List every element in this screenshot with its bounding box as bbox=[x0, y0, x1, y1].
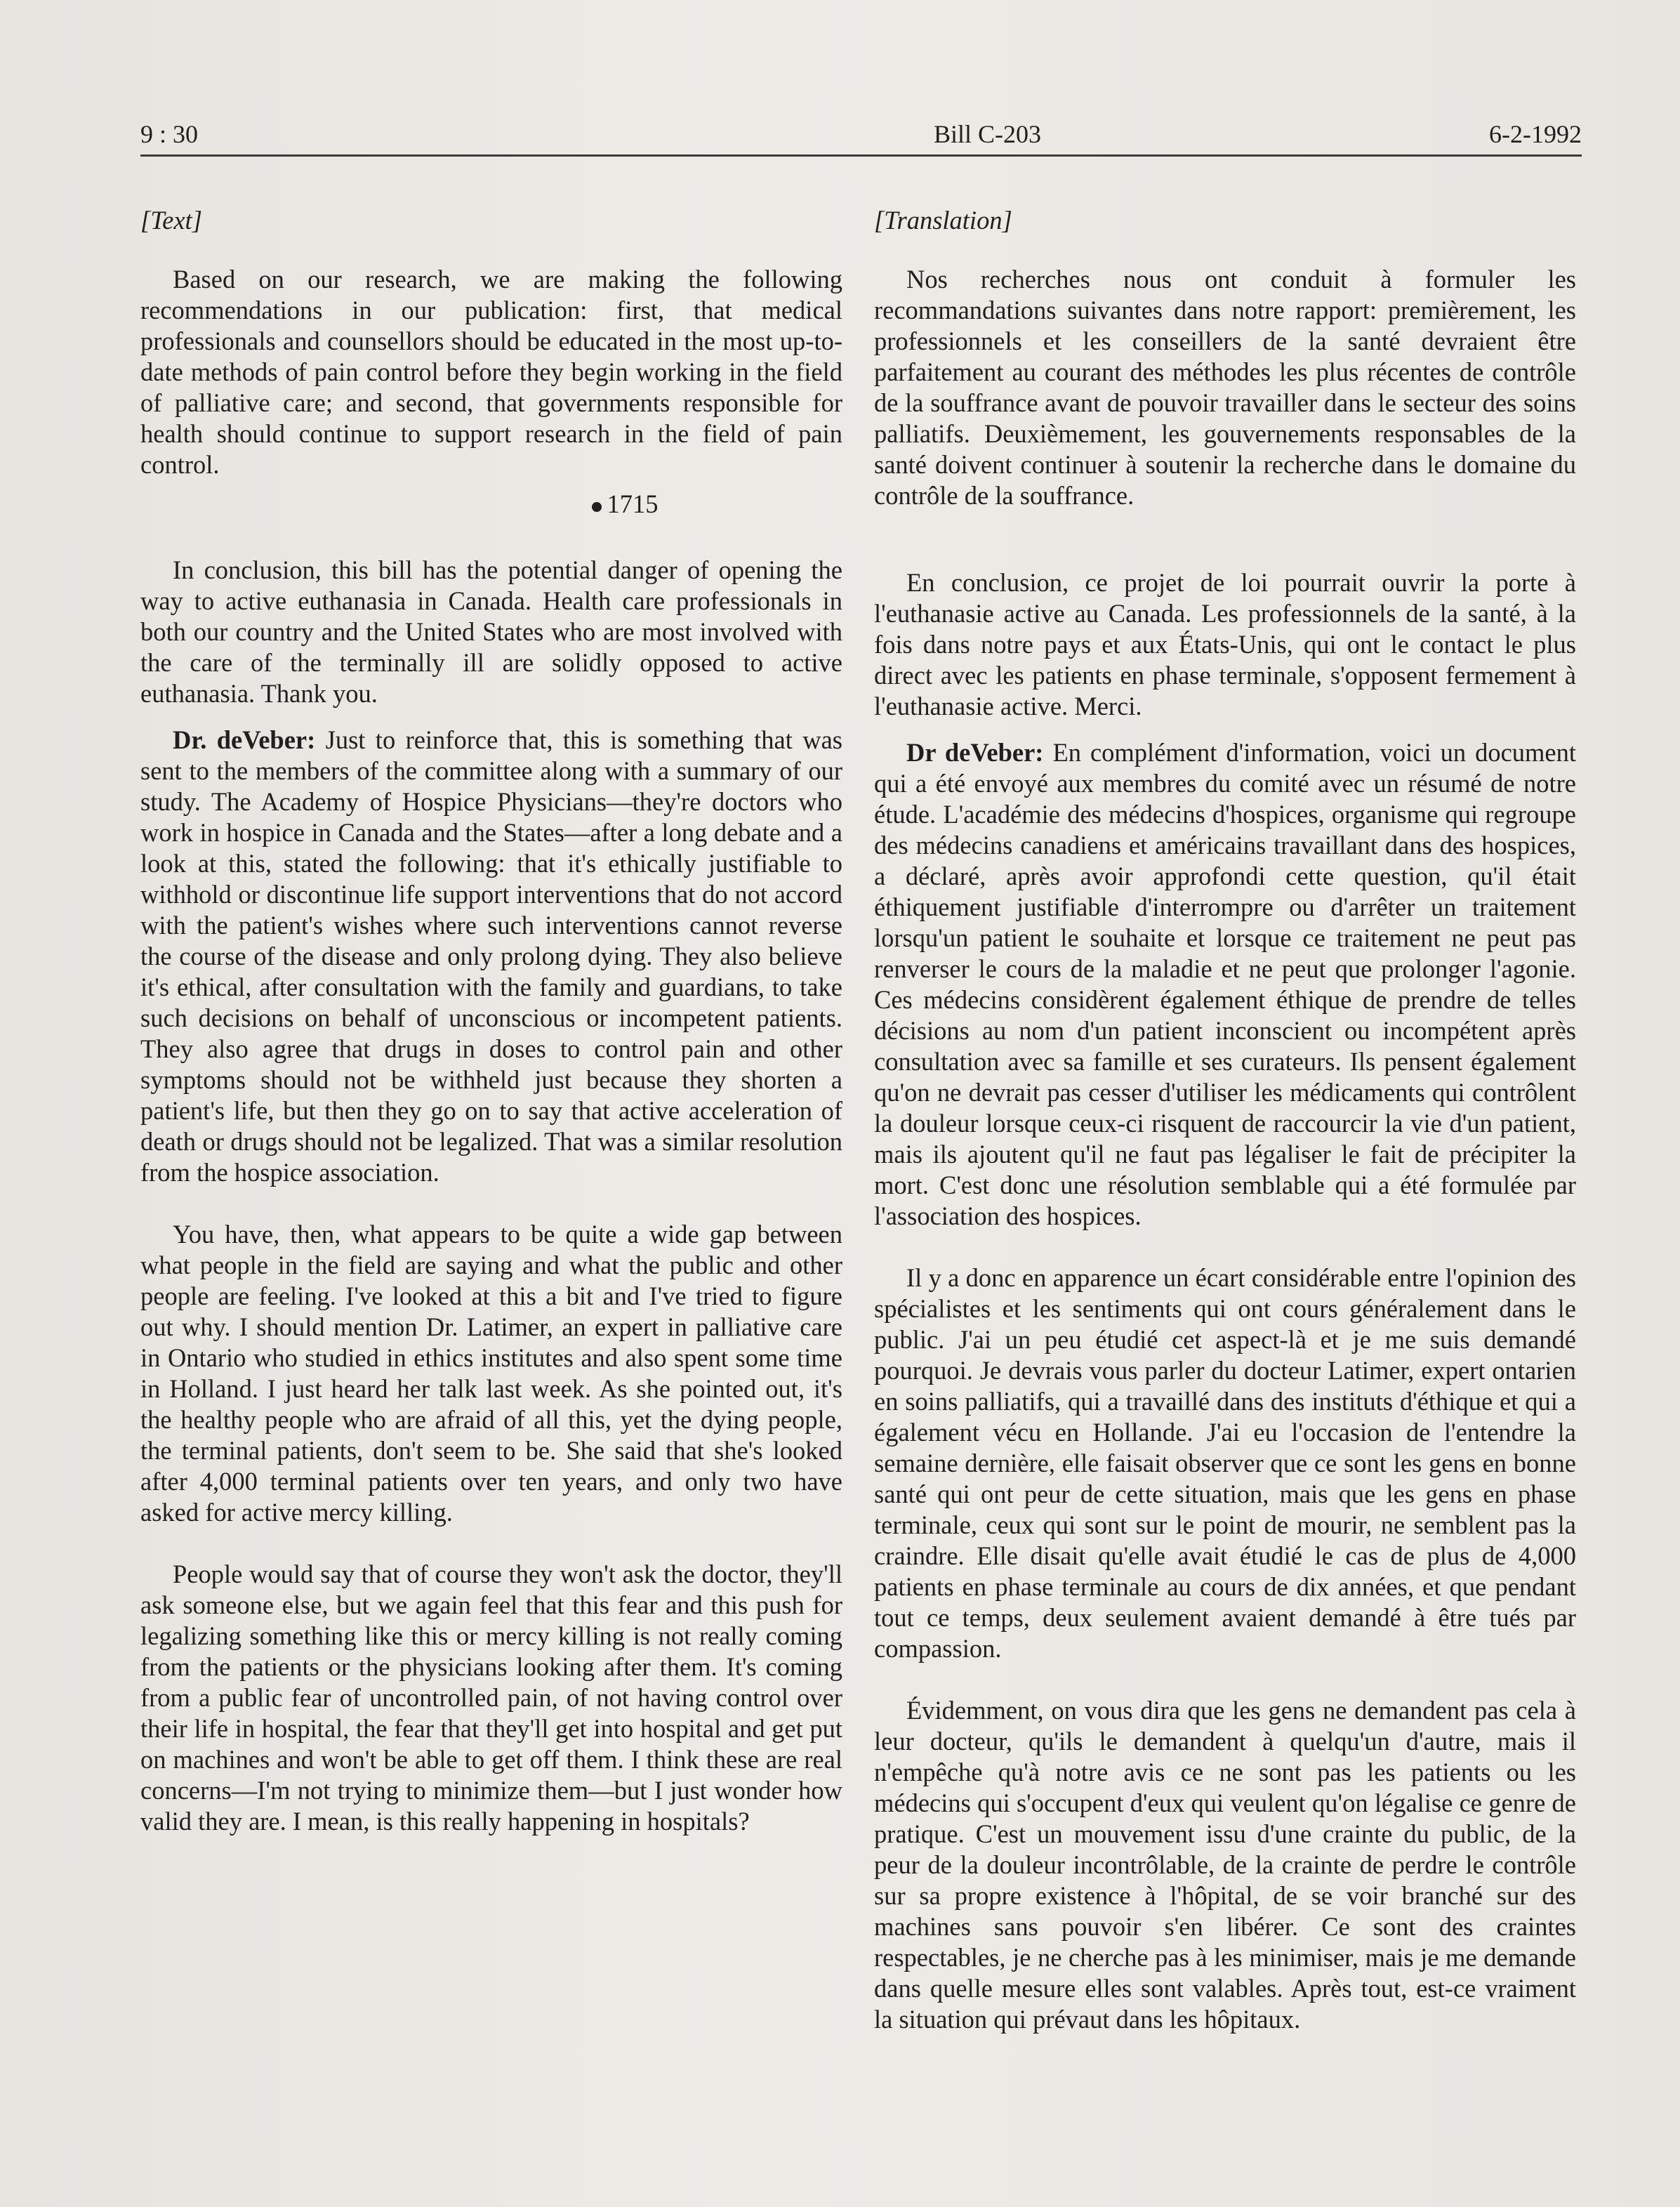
bullet-icon bbox=[592, 502, 602, 512]
english-column bbox=[140, 190, 842, 2109]
paragraph-recommendations: Based on our research, we are making the following recommendations in our publication: first, that medical professionals and counsellors should be educated in the most up-to-date methods of pain control before they begin working in the field of palliative care; and second, that governments responsible for health should continue to support research in the field of pain control. bbox=[140, 265, 842, 479]
paragraph-crainte: Évidemment, on vous dira que les gens ne demandent pas cela à leur docteur, qu'ils le demandent à quelqu'un d'autre, mais il n'empêche qu'à notre avis ce ne sont pas les patients ou les médecins qui s'occupent d'eux qui veulent qu'on légalise ce genre de pratique. C'est un mouvement issu d'une crainte du public, de la peur de la douleur incontrôlable, de la crainte de perdre le contrôle sur sa propre existence à l'hôpital, de se voir branché sur des machines sans pouvoir s'en libérer. Ce sont des craintes respectables, je ne cherche pas à les minimiser, mais je me demande dans quelle mesure elles sont valables. Après tout, est-ce vraiment la situation qui prévaut dans les hôpitaux. bbox=[874, 1696, 1576, 2034]
speaker-name: Dr. deVeber: bbox=[173, 725, 316, 754]
paragraph-wide-gap: You have, then, what appears to be quite a wide gap between what people in the field are saying and what the public and other people are feeling. I've looked at this a bit and I've tried to figure out why. I should mention Dr. Latimer, an expert in palliative care in Ontario who studied in ethics institutes and also spent some time in Holland. I just heard her talk last week. As she pointed out, it's the healthy people who are afraid of all this, yet the dying people, the terminal patients, don't seem to be. She said that she's looked after 4,000 terminal patients over ten years, and only two have asked for active mercy killing. bbox=[140, 1220, 842, 1527]
page-header bbox=[140, 112, 1582, 157]
speaker-text: Just to reinforce that, this is something that was sent to the members of the committee along with a summary of our study. The Academy of Hospice Physicians—they're doctors who work in hospice in Canada and the States—after a long debate and a look at this, stated the following: that it's ethically justifiable to withhold or discontinue life support interventions that do not accord with the patient's wishes where such interventions cannot reverse the course of the disease and only prolong dying. They also believe it's ethical, after consultation with the family and guardians, to take such decisions on behalf of unconscious or incompetent patients. They also agree that drugs in doses to control pain and other symptoms should not be withheld just because they shorten a patient's life, but then they go on to say that active acceleration of death or drugs should not be legalized. That was a similar resolution from the hospice association. bbox=[140, 725, 842, 1187]
paragraph-deveber bbox=[140, 725, 842, 1188]
paragraph-deveber-fr bbox=[874, 737, 1576, 1232]
paragraph-conclusion-fr: En conclusion, ce projet de loi pourrait ouvrir la porte à l'euthanasie active au Canada. Les professionnels de la santé, à la fois dans notre pays et aux États-Unis, qui ont le contact le plus direct avec les patients en phase terminale, s'opposent fermement à l'euthanasie active. Merci. bbox=[874, 568, 1576, 720]
paragraph-conclusion: In conclusion, this bill has the potential danger of opening the way to active euthanasia in Canada. Health care professionals in both our country and the United States who are most involved with the care of the terminally ill are solidly opposed to active euthanasia. Thank you. bbox=[140, 555, 842, 708]
speaker-text-fr: En complément d'information, voici un document qui a été envoyé aux membres du comité avec un résumé de notre étude. L'académie des médecins d'hospices, organisme qui regroupe des médecins canadiens et américains travaillant dans des hospices, a déclaré, après avoir approfondi cette question, qu'il était éthiquement justifiable d'interrompre ou d'arrêter un traitement lorsqu'un patient le souhaite et lorsque ce traitement ne peut pas renverser le cours de la maladie et ne peut que prolonger l'agonie. Ces médecins considèrent également éthique de prendre de telles décisions au nom d'un patient inconscient ou incompétent après consultation avec sa famille et ses curateurs. Ils pensent également qu'on ne devrait pas cesser d'utiliser les médicaments qui contrôlent la douleur lorsque ceux-ci risquent de raccourcir la vie d'un patient, mais ils ajoutent qu'il ne faut pas légaliser le fait de précipiter la mort. C'est donc une résolution semblable qui a été formulée par l'association des hospices. bbox=[874, 738, 1576, 1230]
translation-label: [Translation] bbox=[874, 206, 1012, 235]
page-number: 9 : 30 bbox=[140, 120, 199, 148]
bill-title: Bill C-203 bbox=[934, 120, 1042, 148]
french-column bbox=[874, 190, 1576, 2109]
header-date: 6-2-1992 bbox=[1489, 120, 1582, 148]
time-marker bbox=[407, 489, 842, 520]
paragraph-recommandations: Nos recherches nous ont conduit à formuler les recommandations suivantes dans notre rapport: premièrement, les professionnels et les conseillers de la santé devraient être parfaitement au courant des méthodes les plus récentes de contrôle de la souffrance avant de pouvoir travailler dans le secteur des soins palliatifs. Deuxièmement, les gouvernements responsables de la santé doivent continuer à soutenir la recherche dans le domaine du contrôle de la souffrance. bbox=[874, 265, 1576, 510]
text-label: [Text] bbox=[140, 206, 202, 235]
paragraph-public-fear: People would say that of course they won't ask the doctor, they'll ask someone else, but we again feel that this fear and this push for legalizing something like this or mercy killing is not really coming from the patients or the physicians looking after them. It's coming from a public fear of uncontrolled pain, of not having control over their life in hospital, the fear that they'll get into hospital and get put on machines and won't be able to get off them. I think these are real concerns—I'm not trying to minimize them—but I just wonder how valid they are. I mean, is this really happening in hospitals? bbox=[140, 1560, 842, 1836]
speaker-name-fr: Dr deVeber: bbox=[906, 738, 1044, 767]
time-marker-text: 1715 bbox=[607, 489, 659, 518]
paragraph-ecart: Il y a donc en apparence un écart considérable entre l'opinion des spécialistes et les sentiments qui ont cours généralement dans le public. J'ai un peu étudié cet aspect-là et je me suis demandé pourquoi. Je devrais vous parler du docteur Latimer, expert ontarien en soins palliatifs, qui a travaillé dans des instituts d'éthique et qui a également vécu en Hollande. J'ai eu l'occasion de l'entendre la semaine dernière, elle faisait observer que ce sont les gens en bonne santé qui ont peur de cette situation, mais que les gens en phase terminale, ceux qui sont sur le point de mourir, ne semblent pas la craindre. Elle disait qu'elle avait étudié le cas de plus de 4,000 patients en phase terminale au cours de dix années, et que pendant tout ce temps, deux seulement avaient demandé à être tués par compassion. bbox=[874, 1263, 1576, 1663]
